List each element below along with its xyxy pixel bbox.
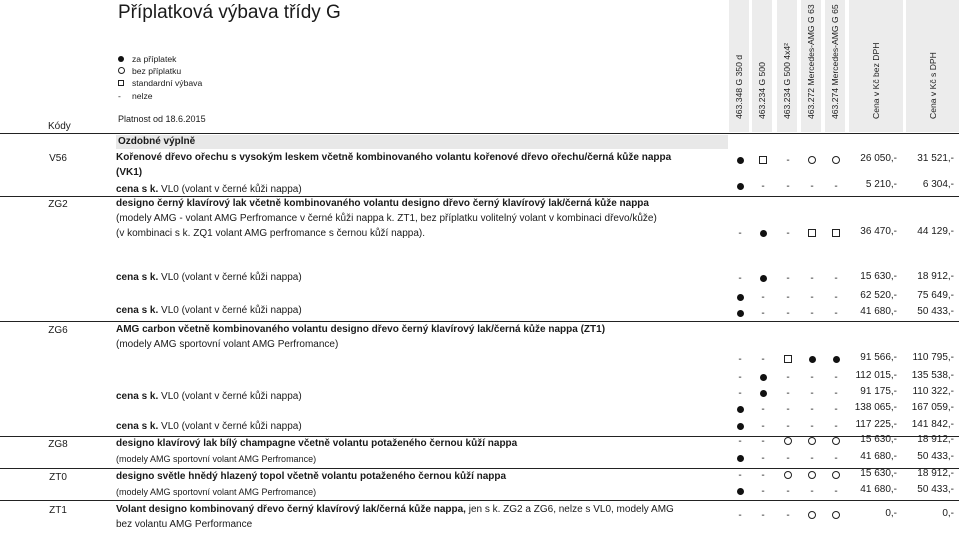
ring-icon (118, 67, 125, 74)
ring-icon (832, 511, 840, 519)
ring-icon (808, 437, 816, 445)
availability-mark (802, 485, 822, 497)
availability-mark (753, 403, 773, 415)
legend-item: standardní výbava (118, 77, 202, 89)
price-net: 5 210,- (865, 179, 897, 190)
dash-icon: - (810, 291, 814, 303)
row-code: ZG8 (48, 439, 68, 450)
row-description: cena s k. VL0 (volant v černé kůži nappa) (116, 184, 302, 195)
row-description: Volant designo kombinovaný dřevo černý klavírový lak/černá kůže nappa, jen s k. ZG2 a ZG6, nelze s VL0, modely AMG (116, 504, 674, 515)
price-net: 41 680,- (860, 306, 897, 317)
price-gross: 110 795,- (912, 352, 954, 363)
dash-icon: - (810, 452, 814, 464)
availability-mark (753, 452, 773, 464)
dash-icon: - (761, 420, 765, 432)
section-title: Ozdobné výplně (116, 135, 728, 149)
row-description: cena s k. VL0 (volant v černé kůži nappa) (116, 305, 302, 316)
availability-mark (730, 353, 750, 365)
codes-header: Kódy (48, 121, 71, 132)
dash-icon: - (834, 291, 838, 303)
row-code: ZG6 (48, 325, 68, 336)
price-net: 15 630,- (860, 468, 897, 479)
validity-date: Platnost od 18.6.2015 (118, 114, 206, 124)
availability-mark (753, 469, 773, 481)
availability-mark (778, 154, 798, 166)
dash-icon: - (786, 403, 790, 415)
price-gross: 141 842,- (911, 419, 954, 430)
dot-icon (737, 310, 744, 317)
price-net: 91 566,- (860, 352, 897, 363)
price-gross: 75 649,- (917, 290, 954, 301)
availability-mark (826, 307, 846, 319)
availability-mark (802, 272, 822, 284)
dash-icon: - (834, 420, 838, 432)
availability-mark (826, 509, 846, 521)
availability-mark (753, 371, 773, 383)
row-description: (modely AMG - volant AMG Perfromance v černé kůži nappa k. ZT1, bez příplatku volitelný volant v kombinaci dřevo/kůže) (116, 213, 657, 224)
dot-icon (737, 406, 744, 413)
availability-mark (802, 403, 822, 415)
availability-mark (778, 387, 798, 399)
availability-mark (753, 387, 773, 399)
dash-icon: - (738, 435, 742, 447)
availability-mark (778, 403, 798, 415)
dash-icon: - (761, 485, 765, 497)
dash-icon: - (738, 509, 742, 521)
row-code: ZT0 (49, 472, 67, 483)
availability-mark (730, 509, 750, 521)
price-net: 138 065,- (854, 402, 897, 413)
availability-mark (730, 272, 750, 284)
availability-mark (730, 307, 750, 319)
availability-mark (753, 509, 773, 521)
availability-mark (826, 353, 846, 365)
availability-mark (826, 227, 846, 239)
availability-mark (778, 291, 798, 303)
dot-icon (760, 275, 767, 282)
row-description: (modely AMG sportovní volant AMG Perfromance) (116, 454, 317, 464)
price-net: 91 175,- (860, 386, 897, 397)
dash-icon: - (786, 154, 790, 166)
dot-icon (737, 455, 744, 462)
availability-mark (826, 435, 846, 447)
row-code: ZG2 (48, 199, 68, 210)
legend-item: za příplatek (118, 53, 202, 65)
price-gross: 18 912,- (917, 271, 954, 282)
row-description: cena s k. VL0 (volant v černé kůži nappa) (116, 421, 302, 432)
availability-mark (802, 353, 822, 365)
square-icon (832, 229, 840, 237)
dash-icon: - (786, 452, 790, 464)
row-description: designo černý klavírový lak včetně kombinovaného volantu designo dřevo černý klavírový lak/černá kůže nappa (116, 198, 649, 209)
ring-icon (832, 156, 840, 164)
row-description: (v kombinaci s k. ZQ1 volant AMG perfromance s černou kůží nappa). (116, 228, 426, 239)
column-header-g350d: 463.348 G 350 d (729, 0, 749, 132)
dot-icon (760, 230, 767, 237)
availability-mark (778, 509, 798, 521)
price-gross: 50 433,- (917, 306, 954, 317)
dash-icon: - (738, 371, 742, 383)
availability-mark (730, 227, 750, 239)
availability-mark (753, 154, 773, 166)
dash-icon: - (761, 307, 765, 319)
availability-mark (730, 180, 750, 192)
row-description: Kořenové dřevo ořechu s vysokým leskem včetně kombinovaného volantu kořenové dřevo ořechu/černá kůže nappa (116, 152, 672, 163)
availability-mark (753, 180, 773, 192)
dash-icon: - (761, 509, 765, 521)
dash-icon: - (761, 180, 765, 192)
availability-mark (778, 485, 798, 497)
price-net: 15 630,- (860, 271, 897, 282)
row-description: cena s k. VL0 (volant v černé kůži nappa) (116, 391, 302, 402)
availability-mark (730, 435, 750, 447)
availability-mark (802, 435, 822, 447)
price-gross: 0,- (942, 508, 954, 519)
price-gross: 44 129,- (917, 226, 954, 237)
page-title: Příplatková výbava třídy G (118, 2, 341, 23)
column-header-g65: 463.274 Mercedes-AMG G 65 (825, 0, 845, 132)
price-net: 112 015,- (855, 370, 897, 381)
availability-mark (826, 180, 846, 192)
ring-icon (832, 437, 840, 445)
dash-icon: - (834, 403, 838, 415)
column-header-price-gross: Cena v Kč s DPH (906, 0, 959, 132)
availability-mark (826, 403, 846, 415)
dash-icon: - (786, 371, 790, 383)
price-net: 41 680,- (860, 484, 897, 495)
dash-icon: - (834, 452, 838, 464)
dash-icon: - (810, 387, 814, 399)
availability-mark (826, 272, 846, 284)
availability-mark (802, 154, 822, 166)
dash-icon: - (834, 307, 838, 319)
price-gross: 18 912,- (917, 434, 954, 445)
availability-mark (730, 371, 750, 383)
row-code: V56 (49, 153, 67, 164)
availability-mark (778, 353, 798, 365)
dash-icon: - (761, 403, 765, 415)
ring-icon (808, 511, 816, 519)
dash-icon: - (786, 387, 790, 399)
availability-mark (753, 420, 773, 432)
dot-icon (737, 488, 744, 495)
column-header-g500: 463.234 G 500 (752, 0, 772, 132)
legend-item: - nelze (118, 90, 153, 101)
dash-icon: - (810, 371, 814, 383)
row-code: ZT1 (49, 505, 67, 516)
dash-icon: - (761, 452, 765, 464)
price-gross: 50 433,- (917, 451, 954, 462)
availability-mark (730, 485, 750, 497)
dash-icon: - (738, 272, 742, 284)
availability-mark (730, 154, 750, 166)
availability-mark (778, 371, 798, 383)
dash-icon: - (786, 307, 790, 319)
header-divider (0, 133, 959, 134)
dash-icon: - (738, 387, 742, 399)
legend (118, 53, 202, 102)
dot-icon (760, 390, 767, 397)
dot-icon (737, 423, 744, 430)
row-description: AMG carbon včetně kombinovaného volantu designo dřevo černý klavírový lak/černá kůže nappa (ZT1) (116, 324, 606, 335)
row-divider (0, 321, 959, 322)
dash-icon: - (810, 307, 814, 319)
dash-icon: - (118, 90, 121, 101)
availability-mark (802, 307, 822, 319)
price-net: 62 520,- (860, 290, 897, 301)
column-header-g500-4x4: 463.234 G 500 4x4² (777, 0, 797, 132)
availability-mark (802, 469, 822, 481)
ring-icon (832, 471, 840, 479)
price-gross: 6 304,- (922, 179, 954, 190)
square-icon (118, 80, 124, 86)
availability-mark (778, 435, 798, 447)
availability-mark (778, 469, 798, 481)
row-divider (0, 500, 959, 501)
dash-icon: - (810, 403, 814, 415)
dash-icon: - (738, 469, 742, 481)
availability-mark (826, 387, 846, 399)
availability-mark (778, 272, 798, 284)
availability-mark (826, 291, 846, 303)
dash-icon: - (834, 371, 838, 383)
dash-icon: - (810, 180, 814, 192)
availability-mark (802, 420, 822, 432)
availability-mark (826, 371, 846, 383)
square-icon (784, 355, 792, 363)
dash-icon: - (738, 353, 742, 365)
availability-mark (778, 227, 798, 239)
availability-mark (753, 272, 773, 284)
availability-mark (730, 291, 750, 303)
price-gross: 110 322,- (912, 386, 954, 397)
dot-icon (737, 294, 744, 301)
row-description: designo světle hnědý hlazený topol včetně volantu potaženého černou kůží nappa (116, 471, 507, 482)
ring-icon (784, 471, 792, 479)
availability-mark (753, 485, 773, 497)
availability-mark (802, 227, 822, 239)
availability-mark (753, 291, 773, 303)
availability-mark (730, 452, 750, 464)
availability-mark (802, 291, 822, 303)
availability-mark (730, 469, 750, 481)
dash-icon: - (810, 485, 814, 497)
dash-icon: - (786, 485, 790, 497)
ring-icon (784, 437, 792, 445)
row-description: designo klavírový lak bílý champagne včetně volantu potaženého černou kůží nappa (116, 438, 518, 449)
dot-icon (118, 56, 124, 62)
ring-icon (808, 471, 816, 479)
availability-mark (753, 307, 773, 319)
price-net: 41 680,- (860, 451, 897, 462)
dash-icon: - (834, 485, 838, 497)
availability-mark (826, 452, 846, 464)
dash-icon: - (786, 509, 790, 521)
availability-mark (730, 387, 750, 399)
availability-mark (778, 180, 798, 192)
availability-mark (778, 420, 798, 432)
price-net: 36 470,- (860, 226, 897, 237)
dash-icon: - (761, 435, 765, 447)
column-header-price-net: Cena v Kč bez DPH (849, 0, 903, 132)
price-net: 15 630,- (860, 434, 897, 445)
dash-icon: - (761, 353, 765, 365)
dash-icon: - (761, 291, 765, 303)
dot-icon (760, 374, 767, 381)
dot-icon (737, 183, 744, 190)
availability-mark (802, 371, 822, 383)
row-description: bez volantu AMG Performance (116, 519, 253, 530)
dot-icon (809, 356, 816, 363)
availability-mark (778, 452, 798, 464)
dot-icon (833, 356, 840, 363)
price-gross: 167 059,- (911, 402, 954, 413)
ring-icon (808, 156, 816, 164)
row-description: cena s k. VL0 (volant v černé kůži nappa) (116, 272, 302, 283)
price-gross: 18 912,- (917, 468, 954, 479)
price-net: 26 050,- (860, 153, 897, 164)
availability-mark (802, 452, 822, 464)
availability-mark (778, 307, 798, 319)
dash-icon: - (738, 227, 742, 239)
dash-icon: - (786, 420, 790, 432)
price-net: 0,- (885, 508, 897, 519)
dash-icon: - (834, 387, 838, 399)
price-gross: 135 538,- (911, 370, 954, 381)
column-header-g63: 463.272 Mercedes-AMG G 63 (801, 0, 821, 132)
dash-icon: - (834, 272, 838, 284)
availability-mark (753, 227, 773, 239)
dot-icon (737, 157, 744, 164)
availability-mark (802, 387, 822, 399)
dash-icon: - (834, 180, 838, 192)
row-description: (VK1) (116, 167, 143, 178)
availability-mark (802, 180, 822, 192)
dash-icon: - (810, 272, 814, 284)
availability-mark (730, 420, 750, 432)
price-gross: 31 521,- (917, 153, 954, 164)
availability-mark (826, 420, 846, 432)
availability-mark (753, 435, 773, 447)
availability-mark (753, 353, 773, 365)
row-description: (modely AMG sportovní volant AMG Perfromance) (116, 339, 339, 350)
price-gross: 50 433,- (917, 484, 954, 495)
availability-mark (802, 509, 822, 521)
dash-icon: - (786, 272, 790, 284)
availability-mark (730, 403, 750, 415)
row-description: (modely AMG sportovní volant AMG Perfromance) (116, 487, 317, 497)
availability-mark (826, 469, 846, 481)
square-icon (759, 156, 767, 164)
legend-item: bez příplatku (118, 65, 202, 77)
dash-icon: - (786, 180, 790, 192)
dash-icon: - (761, 469, 765, 481)
price-net: 117 225,- (855, 419, 897, 430)
availability-mark (826, 485, 846, 497)
availability-mark (826, 154, 846, 166)
dash-icon: - (786, 291, 790, 303)
dash-icon: - (810, 420, 814, 432)
square-icon (808, 229, 816, 237)
dash-icon: - (786, 227, 790, 239)
